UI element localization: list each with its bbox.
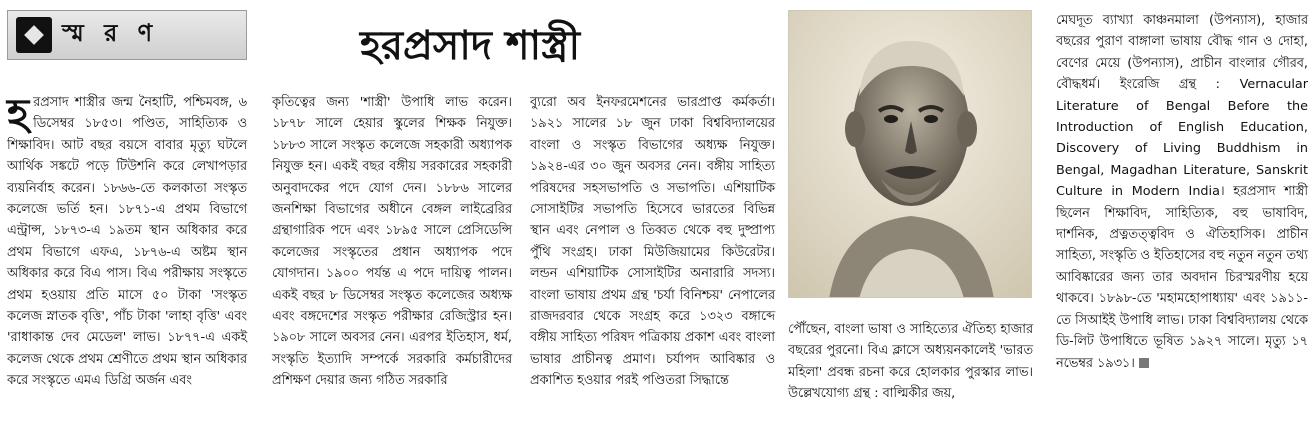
portrait-illustration: [789, 11, 1032, 298]
article-headline: হরপ্রসাদ শাস্ত্রী: [360, 22, 581, 69]
article-column-1: [7, 89, 247, 392]
portrait-photo: [788, 10, 1032, 298]
column-3-text: ব্যুরো অব ইনফরমেশনের ভারপ্রাপ্ত কর্মকর্তা। ১৯২১ সালের ১৮ জুন ঢাকা বিশ্ববিদ্যালয়ের বাংলা ও সংস্কৃত বিভাগের অধ্যক্ষ নিযুক্ত। ১৯২৪-এর ৩০ জুন অবসর নেন। বঙ্গীয় সাহিত্য পরিষদের সহসভাপতি ও সভাপতি। এশিয়াটিক সোসাইটির সভাপতি হিসেবে ভারতের বিভিন্ন স্থান এবং নেপাল ও তিব্বত থেকে বহু দুষ্প্রাপ্য পুঁথি সংগ্রহ। ঢাকা মিউজিয়ামের কিউরেটর। লন্ডন এশিয়াটিক সোসাইটির অনারারি সদস্য। বাংলা ভাষায় প্রথম গ্রন্থ 'চর্যা বিনিশ্চয়' নেপালের রাজদরবার থেকে সংগ্রহ করে ১৩২৩ বঙ্গাব্দে বঙ্গীয় সাহিত্য পরিষদ পত্রিকায় প্রকাশ এবং বাংলা ভাষার প্রাচীনত্ব প্রমাণ। চর্যাপদ আবিষ্কার ও প্রকাশিত হওয়ার পরই পণ্ডিতরা সিদ্ধান্তে: [530, 95, 775, 389]
end-square-icon: [1139, 358, 1149, 368]
article-column-5: [1056, 10, 1308, 374]
diamond-badge-icon: [16, 17, 52, 53]
column-5-text: [1056, 10, 1308, 374]
section-label: স্ম র ণ: [62, 19, 159, 47]
drop-cap: হ: [7, 89, 30, 138]
column-5-body: মেঘদূত ব্যাখ্যা কাঞ্চনমালা (উপন্যাস), হাজার বছরের পুরাণ বাঙ্গালা ভাষায় বৌদ্ধ গান ও দোহা, বেণের মেয়ে (উপন্যাস), প্রাচীন বাংলার গৌরব, বৌদ্ধধর্ম। ইংরেজি গ্রন্থ : Vernacular Literature of Bengal Before the Introduction of English Education, Discovery of Living Buddhism in Bengal, Magadhan Literature, Sanskrit Culture in Modern India। হরপ্রসাদ শাস্ত্রী ছিলেন শিক্ষাবিদ, সাহিত্যিক, বহু ভাষাবিদ, দার্শনিক, প্রত্নতত্ত্ববিদ ও ঐতিহাসিক। প্রাচীন সাহিত্য, সংস্কৃতি ও ইতিহাসের বহু নতুন নতুন তথ্য আবিষ্কারের জন্য তার অবদান চিরস্মরণীয় হয়ে থাকবে। ১৮৯৮-তে 'মহামহোপাধ্যায়' এবং ১৯১১-তে সিআইই উপাধি লাভ। ঢাকা বিশ্ববিদ্যালয় থেকে ডি-লিট উপাধিতে ভূষিত ১৯২৭ সালে। মৃত্যু ১৭ নভেম্বর ১৯৩১।: [1056, 13, 1308, 371]
article-column-3: [530, 92, 775, 392]
column-2-text: কৃতিত্বের জন্য 'শাস্ত্রী' উপাধি লাভ করেন। ১৮৭৮ সালে হেয়ার স্কুলের শিক্ষক নিযুক্ত। ১৮৮৩ সালে সংস্কৃত কলেজে সহকারী অধ্যাপক নিযুক্ত হন। একই বছর বঙ্গীয় সরকারের সহকারী অনুবাদকের পদে যোগ দেন। ১৮৮৬ সালের জনশিক্ষা বিভাগের অধীনে বেঙ্গল লাইব্রেরির গ্রন্থাগারিক পদে এবং ১৮৯৫ সালে প্রেসিডেন্সি কলেজের সংস্কৃতের প্রধান অধ্যাপক পদে যোগদান। ১৯০০ পর্যন্ত এ পদে দায়িত্ব পালন। একই বছর ৮ ডিসেম্বর সংস্কৃত কলেজের অধ্যক্ষ এবং বঙ্গদেশের সংস্কৃত পরীক্ষার রেজিস্ট্রার হন। ১৯০৮ সালে অবসর নেন। এরপর ইতিহাস, ধর্ম, সংস্কৃতি ইত্যাদি সম্পর্কে সরকারি কর্মচারীদের প্রশিক্ষণ দেয়ার জন্য গঠিত সরকারি: [272, 95, 512, 389]
column-1-text: রপ্রসাদ শাস্ত্রীর জন্ম নৈহাটি, পশ্চিমবঙ্গ, ৬ ডিসেম্বর ১৮৫৩। পণ্ডিত, সাহিত্যিক ও শিক্ষাবিদ। আট বছর বয়সে বাবার মৃত্যু ঘটলে আর্থিক সঙ্কটে পড়ে টিউশনি করে লেখাপড়ার ব্যয়নির্বাহ করেন। ১৮৬৬-তে কলকাতা সংস্কৃত কলেজে ভর্তি হন। ১৮৭১-এ প্রথম বিভাগে এন্ট্রান্স, ১৮৭৩-এ ১৯তম স্থান অধিকার করে প্রথম বিভাগে এফএ, ১৮৭৬-এ অষ্টম স্থান অধিকার করে বিএ পাস। বিএ পরীক্ষায় সংস্কৃতে প্রথম হওয়ায় প্রতি মাসে ৫০ টাকা 'সংস্কৃত কলেজ স্নাতক বৃত্তি', পাঁচ টাকা 'লাহা বৃত্তি' এবং 'রাধাকান্ত দেব মেডেল' লাভ। ১৮৭৭-এ একই কলেজ থেকে প্রথম শ্রেণীতে প্রথম স্থান অধিকার করে সংস্কৃতে এমএ ডিগ্রি অর্জন এবং: [7, 95, 247, 389]
column-4-text: পৌঁছেন, বাংলা ভাষা ও সাহিত্যের ঐতিহ্য হাজার বছরের পুরনো। বিএ ক্লাসে অধ্যয়নকালেই 'ভারত মহিলা' প্রবন্ধ রচনা করে হোলকার পুরস্কার লাভ। উল্লেখযোগ্য গ্রন্থ : বাল্মিকীর জয়,: [788, 322, 1033, 402]
article-column-2: [272, 92, 512, 392]
section-masthead: [7, 10, 247, 60]
article-column-4: [788, 319, 1033, 405]
